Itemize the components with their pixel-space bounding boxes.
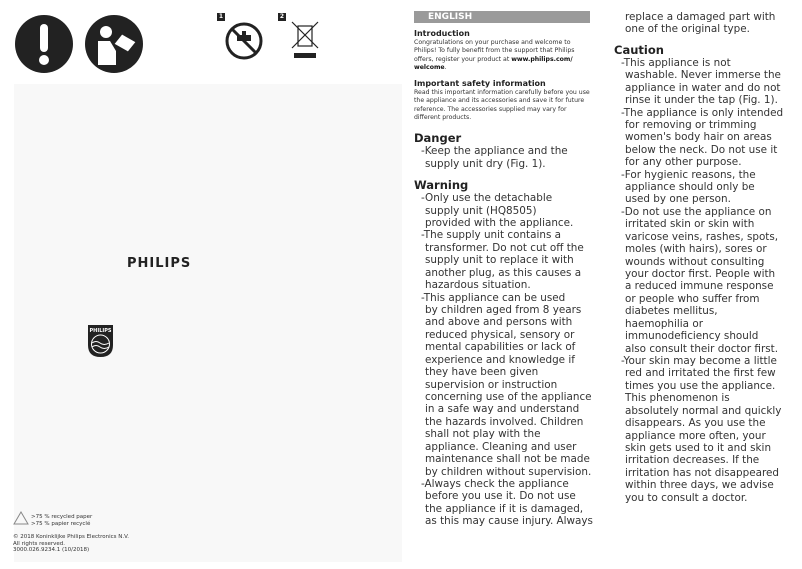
column-2 bbox=[614, 11, 794, 504]
copyright-line: © 2018 Koninklijke Philips Electronics N.V. bbox=[13, 534, 129, 540]
danger-list bbox=[414, 145, 594, 170]
bullet-line: the hazards involved. Children bbox=[425, 415, 584, 428]
bullet-line: and above and persons with bbox=[425, 316, 573, 329]
bullet-item bbox=[421, 477, 594, 528]
bullet-item bbox=[421, 192, 594, 230]
recycle-line: >75 % recycled paper bbox=[31, 514, 93, 520]
bullet-line: times you use the appliance. bbox=[625, 379, 776, 392]
register-link[interactable]: www.philips.com/ welcome bbox=[414, 55, 573, 71]
bullet-line: -This appliance is not bbox=[621, 56, 731, 69]
bullet-item bbox=[421, 229, 594, 292]
bullet-line: transformer. Do not cut off the bbox=[425, 241, 584, 254]
bullet-line: a reduced immune response bbox=[625, 280, 774, 293]
bullet-line: for removing or trimming bbox=[625, 118, 757, 131]
intro-end: . bbox=[444, 63, 447, 71]
danger-heading: Danger bbox=[414, 131, 462, 146]
bullet-line: also consult their doctor first. bbox=[625, 342, 779, 355]
bullet-line: haemophilia or bbox=[625, 317, 703, 330]
bullet-line: shall not play with the bbox=[425, 428, 541, 441]
svg-text:PHILIPS: PHILIPS bbox=[89, 328, 112, 334]
bullet-item bbox=[421, 291, 594, 478]
bullet-line: below the neck. Do not use it bbox=[625, 143, 778, 156]
bullet-item bbox=[621, 168, 794, 206]
warning-list bbox=[414, 192, 594, 527]
bullet-line: concerning use of the appliance bbox=[425, 390, 592, 403]
safety-text: Read this important information carefully before you use the appliance and its accessories and save it for future reference. The accessories supplied may vary for different products. bbox=[414, 89, 590, 122]
bullet-line: irritated skin or skin with bbox=[625, 218, 755, 231]
bullet-line: -The supply unit contains a bbox=[421, 229, 562, 242]
bullet-line: -Only use the detachable bbox=[421, 192, 553, 205]
bullet-line: -Keep the appliance and the bbox=[421, 145, 568, 158]
cover-panel bbox=[14, 84, 402, 562]
bullet-line: replace a damaged part with bbox=[625, 11, 776, 23]
column-1 bbox=[414, 11, 594, 528]
bullet-line: -The appliance is only intended bbox=[621, 106, 784, 119]
bullet-line: or people who suffer from bbox=[625, 292, 760, 305]
copyright-line: 3000.026.9234.1 (10/2018) bbox=[13, 547, 90, 553]
bullet-line: supply unit dry (Fig. 1). bbox=[425, 157, 546, 170]
bullet-line: -Your skin may become a little bbox=[621, 354, 777, 367]
bullet-line: appliance in water and do not bbox=[625, 81, 781, 94]
bullet-line: -Do not use the appliance on bbox=[621, 205, 772, 218]
bullet-line: -For hygienic reasons, the bbox=[621, 168, 756, 181]
bullet-line: maintenance shall not be made bbox=[425, 453, 590, 466]
bullet-item bbox=[621, 56, 794, 107]
warning-exclamation-icon bbox=[14, 14, 74, 74]
bullet-line: as this may cause injury. Always bbox=[425, 515, 593, 528]
bullet-line: before you use it. Do not use bbox=[425, 490, 576, 503]
bullet-line: mental capabilities or lack of bbox=[425, 341, 576, 354]
bullet-line: one of the original type. bbox=[625, 23, 750, 36]
bullet-item bbox=[621, 354, 794, 504]
bullet-line: rinse it under the tap (Fig. 1). bbox=[625, 94, 778, 107]
figure-number-2: 2 bbox=[279, 13, 285, 20]
bullet-line: skin gets used to it and skin bbox=[625, 441, 772, 454]
bullet-line: disappears. As you use the bbox=[625, 417, 766, 430]
continued-text bbox=[614, 11, 794, 36]
bullet-line: the appliance if it is damaged, bbox=[425, 502, 584, 515]
bullet-item bbox=[625, 11, 794, 36]
bullet-line: supply unit to replace it with bbox=[425, 254, 574, 267]
intro-text bbox=[414, 39, 594, 72]
bullet-line: varicose veins, rashes, spots, bbox=[625, 230, 779, 243]
bullet-line: in a safe way and understand bbox=[425, 403, 580, 416]
bullet-line: This phenomenon is bbox=[625, 392, 730, 405]
bullet-line: hazardous situation. bbox=[425, 279, 531, 292]
bullet-line: washable. Never immerse the bbox=[625, 69, 781, 82]
bullet-item bbox=[621, 205, 794, 355]
caution-heading: Caution bbox=[614, 42, 664, 57]
bullet-line: wounds without consulting bbox=[625, 255, 765, 268]
bullet-line: moles (with hairs), sores or bbox=[625, 243, 767, 256]
bullet-line: for any other purpose. bbox=[625, 156, 742, 169]
philips-wordmark: PHILIPS bbox=[127, 256, 192, 271]
bullet-line: another plug, as this causes a bbox=[425, 266, 582, 279]
bullet-line: appliance should only be bbox=[625, 181, 755, 194]
bullet-line: used by one person. bbox=[625, 193, 731, 206]
bullet-line: supply unit (HQ8505) bbox=[425, 204, 537, 217]
warning-heading: Warning bbox=[414, 178, 469, 193]
bullet-line: red and irritated the first few bbox=[625, 367, 776, 380]
bullet-line: absolutely normal and quickly bbox=[625, 404, 782, 417]
weee-crossed-bin-icon bbox=[290, 20, 320, 60]
bullet-line: diabetes mellitus, bbox=[625, 305, 718, 318]
bullet-line: appliance. Cleaning and user bbox=[425, 440, 577, 453]
bullet-line: -Always check the appliance bbox=[421, 477, 569, 490]
no-water-tap-icon bbox=[224, 21, 264, 61]
figure-number-1: 1 bbox=[218, 13, 224, 20]
bullet-line: immunodeficiency should bbox=[625, 330, 759, 343]
bullet-line: they have been given bbox=[425, 366, 539, 379]
bullet-item bbox=[621, 106, 794, 169]
bullet-item bbox=[421, 145, 594, 170]
intro-body: Congratulations on your purchase and welcome to Philips! To fully benefit from the support that Philips offers, register your product at bbox=[414, 39, 575, 63]
bullet-line: provided with the appliance. bbox=[425, 217, 574, 230]
copyright-line: All rights reserved. bbox=[13, 540, 66, 547]
bullet-line: supervision or instruction bbox=[425, 378, 558, 391]
bullet-line: women's body hair on areas bbox=[625, 131, 772, 144]
bullet-line: appliance more often, your bbox=[625, 429, 766, 442]
intro-heading: Introduction bbox=[414, 29, 470, 38]
language-header: ENGLISH bbox=[414, 11, 590, 23]
bullet-line: within three days, we advise bbox=[625, 479, 774, 492]
safety-heading: Important safety information bbox=[414, 79, 546, 89]
bullet-line: experience and knowledge if bbox=[425, 353, 575, 366]
caution-list bbox=[614, 57, 794, 504]
bullet-line: by children without supervision. bbox=[425, 465, 592, 478]
recycle-note bbox=[31, 514, 92, 527]
bullet-line: -This appliance can be used bbox=[421, 291, 566, 304]
bullet-line: you to consult a doctor. bbox=[625, 491, 748, 504]
recycle-line: >75 % papier recyclé bbox=[31, 520, 91, 527]
recycle-icon bbox=[12, 511, 30, 527]
philips-shield-logo bbox=[87, 324, 114, 358]
bullet-line: your doctor first. People with bbox=[625, 268, 776, 281]
read-manual-icon bbox=[84, 14, 144, 74]
copyright bbox=[13, 534, 129, 554]
bullet-line: irritation decreases. If the bbox=[625, 454, 760, 467]
bullet-line: by children aged from 8 years bbox=[425, 304, 582, 317]
bullet-line: reduced physical, sensory or bbox=[425, 328, 575, 341]
bullet-line: irritation has not disappeared bbox=[625, 466, 780, 479]
